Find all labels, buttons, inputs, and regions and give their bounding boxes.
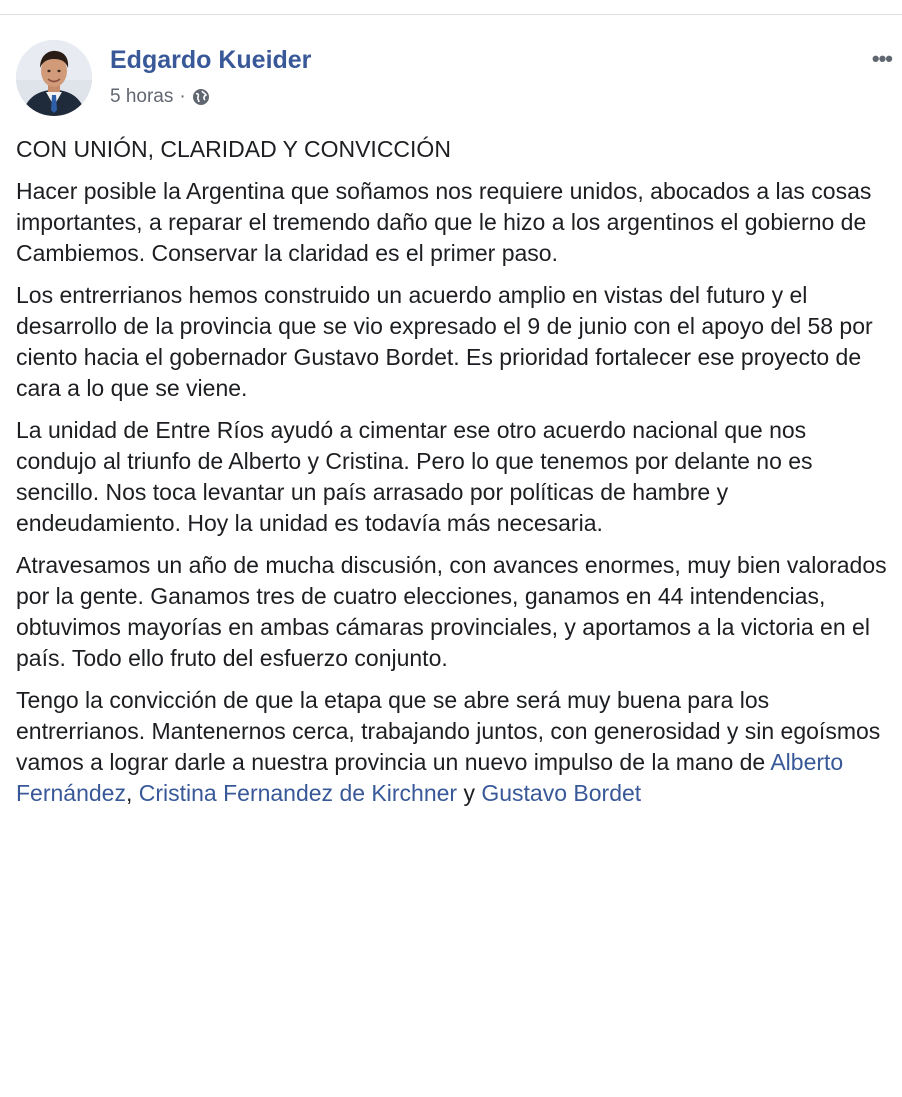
mention-cristina-fernandez[interactable]: Cristina Fernandez de Kirchner	[138, 780, 458, 806]
post-paragraph: Los entrerrianos hemos construido un acuerdo amplio en vistas del futuro y el desarrollo de la provincia que se vio expresado el 9 de junio con el apoyo del 58 por ciento hacia el gobernador Gustavo Bordet. Es prioridad fortalecer ese proyecto de cara a lo que se viene.	[16, 282, 873, 401]
post-body	[16, 134, 892, 820]
author-name[interactable]: Edgardo Kueider	[110, 46, 312, 74]
mention-alberto-fernandez[interactable]: Alberto Fernández	[16, 749, 844, 806]
mention-gustavo-bordet[interactable]: Gustavo Bordet	[481, 780, 642, 806]
avatar-image	[16, 40, 92, 116]
last-paragraph-text: Tengo la convicción de que la etapa que se abre será muy buena para los entrerrianos. Mantenernos cerca, trabajando juntos, con generosidad y sin egoísmos vamos a lograr darle a nuestra provincia un nuevo impulso de la mano de	[16, 687, 881, 775]
post-paragraph: Hacer posible la Argentina que soñamos nos requiere unidos, abocados a las cosas importantes, a reparar el tremendo daño que le hizo a los argentinos el gobierno de Cambiemos. Conservar la claridad es el primer paso.	[16, 178, 872, 266]
post-time[interactable]: 5 horas	[110, 86, 174, 107]
mention-separator: ,	[125, 780, 139, 806]
post-paragraph-last	[16, 685, 892, 809]
post-paragraph: La unidad de Entre Ríos ayudó a cimentar ese otro acuerdo nacional que nos condujo al triunfo de Alberto y Cristina. Pero lo que tenemos por delante no es sencillo. Nos toca levantar un país arrasado por políticas de hambre y endeudamiento. Hoy la unidad es todavía más necesaria.	[16, 417, 813, 536]
post-meta	[110, 86, 210, 108]
post-header	[16, 40, 892, 120]
meta-separator: ·	[179, 86, 186, 107]
post-title: CON UNIÓN, CLARIDAD Y CONVICCIÓN	[16, 136, 451, 162]
globe-icon[interactable]	[192, 88, 210, 106]
post-paragraph: Atravesamos un año de mucha discusión, con avances enormes, muy bien valorados por la gente. Ganamos tres de cuatro elecciones, ganamos en 44 intendencias, obtuvimos mayorías en ambas cámaras provinciales, y aportamos a la victoria en el país. Todo ello fruto del esfuerzo conjunto.	[16, 552, 887, 671]
avatar[interactable]	[16, 40, 92, 116]
mention-separator: y	[457, 780, 482, 806]
more-options-button[interactable]: •••	[871, 46, 892, 71]
